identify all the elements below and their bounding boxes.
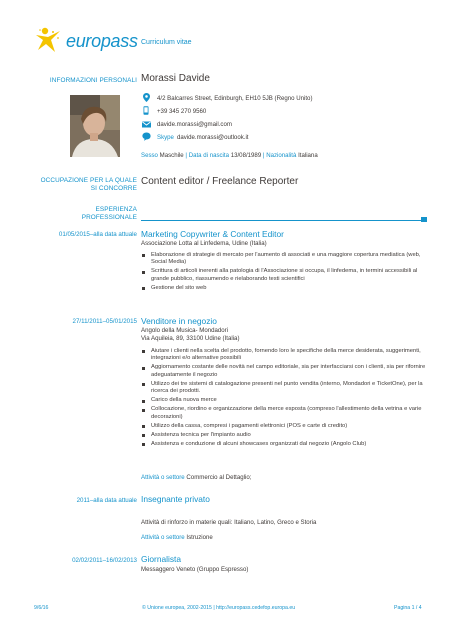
section-divider (141, 220, 424, 221)
job-employer: Angolo della Musica- Mondadori (141, 327, 229, 334)
list-item: Aiutare i clienti nella scelta del prodotto, fornendo loro le specifiche della merce desiderata, suggerimenti, integrazioni e/o alternative possibili (141, 348, 431, 363)
job-duties-list (141, 348, 431, 450)
experience-label-line: PROFESSIONALE (81, 213, 137, 221)
experience-label-line: ESPERIENZA (95, 206, 137, 213)
list-item: Carico della nuova merce (141, 397, 431, 404)
section-label-personal-info: INFORMAZIONI PERSONALI (49, 77, 137, 84)
job-title: Giornalista (141, 554, 182, 564)
section-label-occupation (41, 177, 137, 192)
job-title: Venditore in negozio (141, 316, 217, 326)
email-link[interactable]: davide.morassi@gmail.com (157, 120, 232, 128)
sector-label: Attività o settore (141, 534, 185, 541)
job-title: Insegnante privato (141, 494, 210, 504)
sector-label: Attività o settore (141, 474, 185, 481)
job-duties-list (141, 252, 431, 294)
document-subtitle: Curriculum vitae (141, 39, 192, 46)
full-name: Morassi Davide (141, 73, 210, 84)
sex-value: Maschile (159, 152, 184, 159)
section-label-experience (82, 206, 137, 221)
job-employer: Messaggero Veneto (Gruppo Espresso) (141, 566, 249, 573)
list-item: Aggiornamento costante delle novità nel campo editoriale, sia per interfacciarsi con i clienti, sia per rifornire adeguatamente il negozio (141, 364, 431, 379)
footer-copyright[interactable]: © Unione europea, 2002-2015 | http://europass.cedefop.europa.eu (142, 605, 296, 611)
list-item: Collocazione, riordino e organizzazione della merce esposta (compreso l'allestimento della vetrina e varie decorazioni) (141, 406, 431, 421)
job-employer-address: Via Aquileia, 89, 33100 Udine (Italia) (141, 335, 240, 342)
job-dates: 02/02/2011–16/02/2013 (72, 557, 137, 564)
separator: | (185, 152, 187, 159)
skype-id: davide.morassi@outlook.it (176, 133, 249, 141)
job-sector-line (141, 534, 213, 541)
list-item: Assistenza e conduzione di alcuni showcases organizzati dal negozio (Angolo Club) (141, 441, 431, 448)
footer-date: 9/6/16 (34, 605, 49, 611)
skype-row (141, 132, 249, 142)
skype-label: Skype (157, 133, 174, 141)
sex-label: Sesso (141, 152, 158, 159)
section-divider-end-block (421, 217, 427, 222)
europass-logo (34, 26, 138, 54)
list-item: Utilizzo dei tre sistemi di catalogazione presenti nel punto vendita (interno, Mondadori e TicketOne), per la ricerca dei prodotti. (141, 381, 431, 396)
job-title: Marketing Copywriter & Content Editor (141, 229, 284, 239)
email-row (141, 119, 232, 129)
occupation-title: Content editor / Freelance Reporter (141, 176, 299, 187)
portrait-image (70, 95, 120, 157)
job-dates: 27/11/2011–05/01/2015 (72, 318, 137, 325)
job-description: Attività di rinforzo in materie quali: Italiano, Latino, Greco e Storia (141, 519, 317, 526)
list-item: Scrittura di articoli inerenti alla patologia di l'Associazione si occupa, il linfedema, in termini accessibili al grande pubblico, riassumendo e rielaborando testi scientifici (141, 268, 431, 283)
job-dates: 2011–alla data attuale (76, 497, 137, 504)
list-item: Gestione del sito web (141, 285, 431, 292)
phone-text: +39 345 270 9560 (157, 107, 207, 115)
address-row (141, 93, 312, 103)
separator: | (262, 152, 265, 159)
nationality-label: Nazionalità (266, 152, 297, 159)
footer-page-number: Pagina 1 / 4 (394, 605, 422, 611)
occupation-label-line: OCCUPAZIONE PER LA QUALE (40, 177, 137, 184)
nationality-value: Italiana (298, 152, 318, 159)
birth-value: 13/08/1989 (230, 152, 262, 159)
list-item: Assistenza tecnica per l'impianto audio (141, 432, 431, 439)
personal-details-line (141, 152, 318, 159)
europass-wordmark: europass (66, 31, 138, 51)
chat-bubble-icon (141, 128, 151, 146)
job-employer: Associazione Lotta al Linfedema, Udine (Italia) (141, 240, 267, 247)
occupation-label-line: SI CONCORRE (90, 184, 137, 192)
job-dates: 01/05/2015–alla data attuale (58, 231, 137, 238)
list-item: Utilizzo della cassa, compresi i pagamenti elettronici (POS e carte di credito) (141, 423, 431, 430)
sector-value: Commercio al Dettaglio; (186, 474, 252, 481)
europass-star-figure-icon (34, 26, 70, 54)
profile-photo (70, 95, 120, 157)
sector-value: Istruzione (186, 534, 213, 541)
address-text: 4/2 Balcarres Street, Edinburgh, EH10 5JB (Regno Unito) (157, 94, 313, 102)
list-item: Elaborazione di strategie di mercato per l'aumento di associati e una maggiore copertura mediatica (web, Social Media) (141, 252, 431, 267)
birth-label: Data di nascita (188, 152, 229, 159)
job-sector-line (141, 474, 251, 481)
